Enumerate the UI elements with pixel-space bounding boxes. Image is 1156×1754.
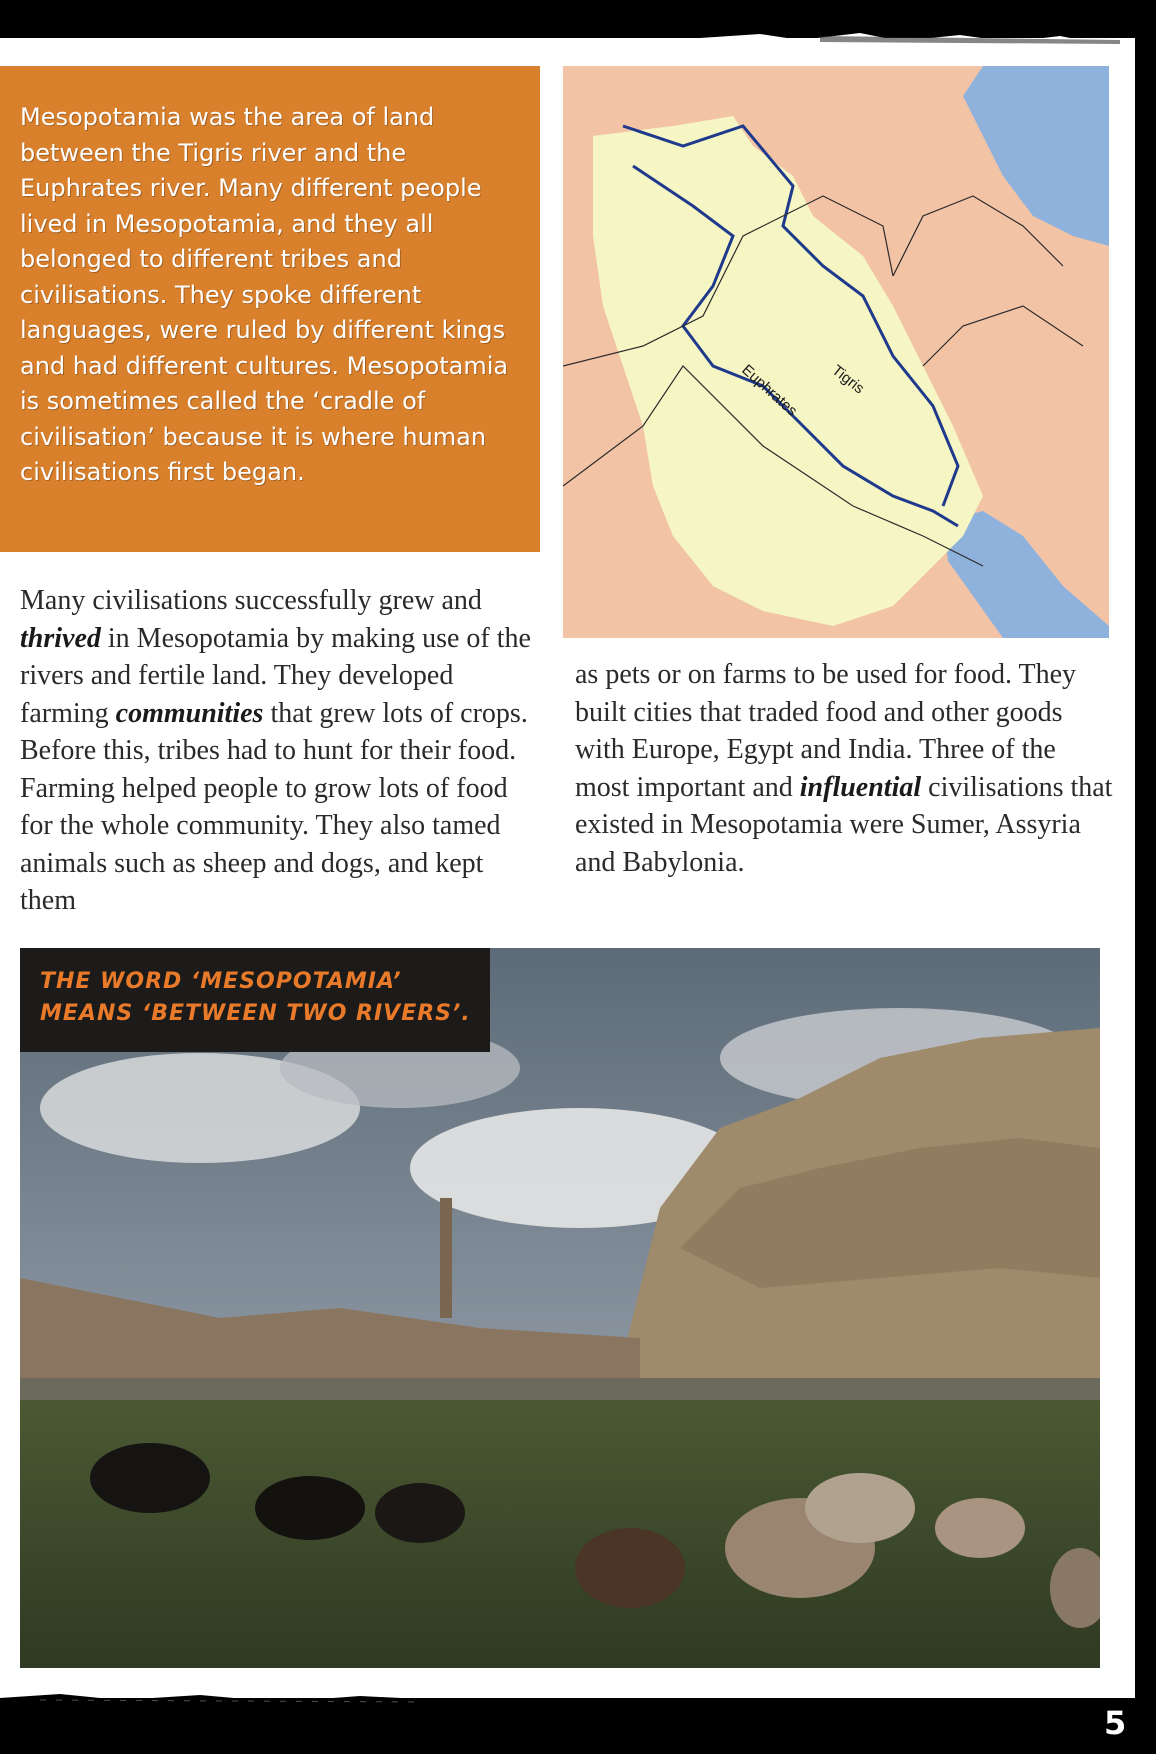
keyword-influential: influential <box>799 771 922 803</box>
sheep <box>805 1473 915 1543</box>
minaret <box>440 1198 452 1318</box>
keyword-thrived: thrived <box>20 622 101 654</box>
intro-box <box>0 66 540 552</box>
sheep <box>90 1443 210 1513</box>
body-text: that grew lots of crops. Before this, tribes had to hunt for their food. Farming helped people to grow lots of food for the whole community. They also tamed animals such as sheep and dogs, and kept them <box>20 697 528 916</box>
body-text-column-1 <box>20 582 540 920</box>
sheep <box>575 1528 685 1608</box>
mesopotamia-map <box>563 66 1109 638</box>
torn-edge-top <box>0 0 1156 46</box>
fact-banner <box>20 948 490 1052</box>
landscape-photo <box>20 948 1100 1668</box>
intro-text: Mesopotamia was the area of land between the Tigris river and the Euphrates river. Many different people lived in Mesopotamia, and they all belonged to different tribes and civilisations. They spoke different languages, were ruled by different kings and had different cultures. Mesopotamia is sometimes called the ‘cradle of civilisation’ because it is where human civilisations first began. <box>20 103 509 486</box>
body-text: Many civilisations successfully grew and <box>20 585 482 616</box>
sheep <box>255 1476 365 1540</box>
body-text: as pets or on farms to be used for food. They built cities that traded food and other goods with Europe, Egypt and India. Three of the most important and <box>575 659 1077 803</box>
page-number: 5 <box>1104 1704 1127 1742</box>
body-text: in Mesopotamia by making use of the rivers and fertile land. They developed farming <box>20 622 531 729</box>
fact-line-2: MEANS ‘BETWEEN TWO RIVERS’. <box>40 1001 471 1026</box>
sheep <box>375 1483 465 1543</box>
torn-edge-bottom <box>0 1690 1156 1720</box>
fact-line-1: THE WORD ‘MESOPOTAMIA’ <box>40 969 402 994</box>
tigris-label: Tigris <box>828 361 868 398</box>
river <box>20 1378 1100 1400</box>
euphrates-label: Euphrates <box>738 361 801 420</box>
body-text-column-2 <box>575 656 1115 881</box>
body-text: civilisations that existed in Mesopotamia were Sumer, Assyria and Babylonia. <box>575 771 1113 878</box>
sheep <box>935 1498 1025 1558</box>
keyword-communities: communities <box>115 697 264 729</box>
